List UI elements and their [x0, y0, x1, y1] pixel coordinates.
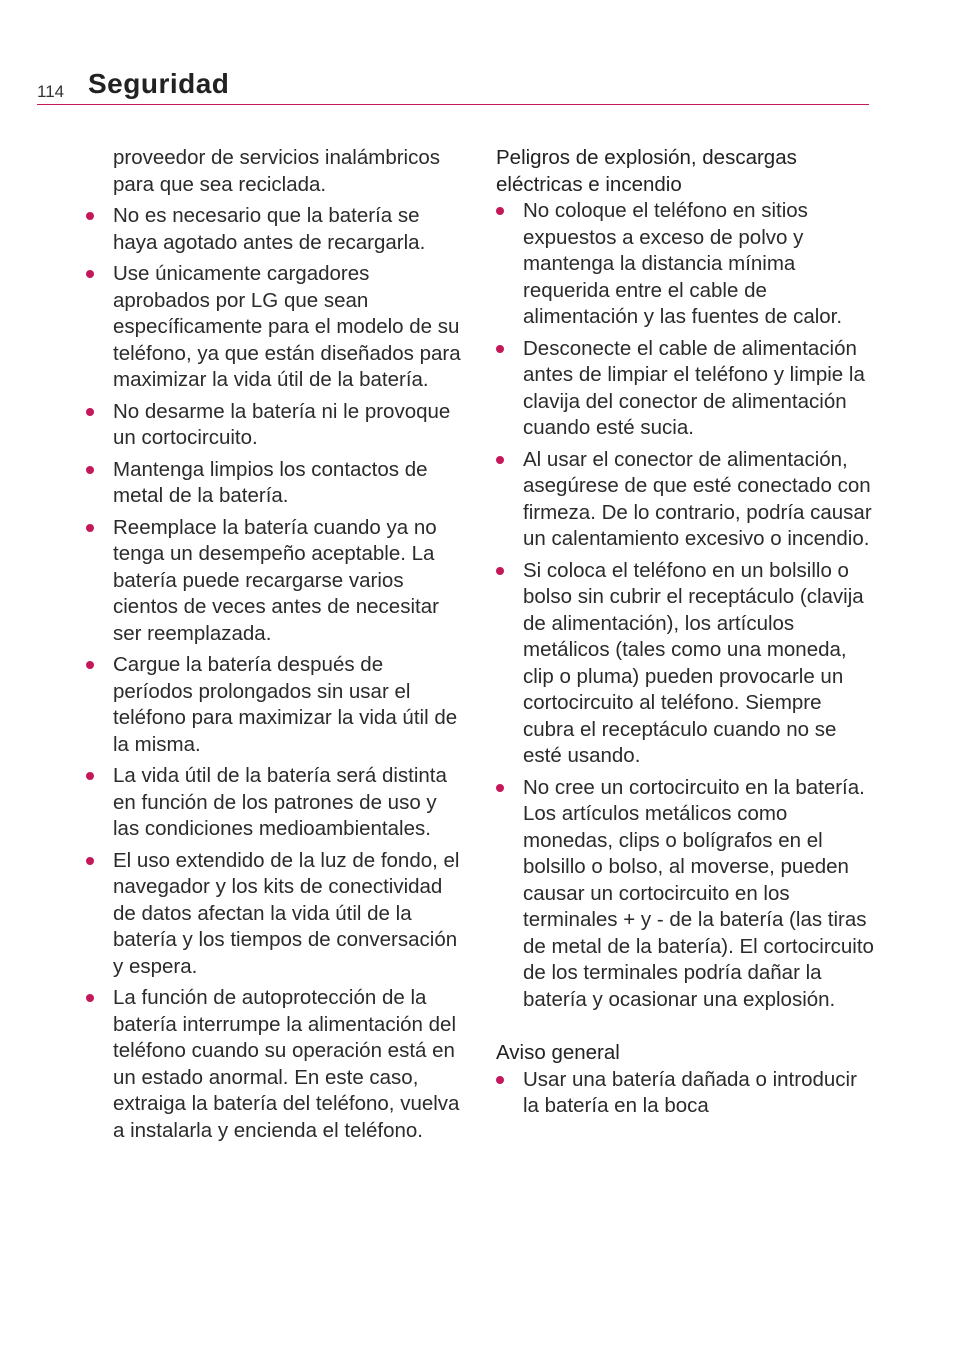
bullet-icon [86, 466, 94, 474]
list-item-text: Mantenga limpios los contactos de metal de la batería. [113, 457, 428, 507]
list-item-text: No cree un cortocircuito en la batería. Los artículos metálicos como monedas, clips o bolígrafos en el bolsillo o bolso, al moverse, pueden causar un cortocircuito en los terminales + y - de la batería (las tiras de metal de la batería). El cortocircuito de los terminales podría dañar la batería y ocasionar una explosión. [523, 775, 874, 1011]
section-heading-general: Aviso general [496, 1041, 620, 1064]
list-item [86, 261, 461, 394]
list-item [496, 447, 876, 553]
page-title: Seguridad [88, 68, 230, 99]
left-column [86, 145, 461, 1149]
bullet-icon [86, 772, 94, 780]
list-item [86, 515, 461, 648]
page-number: 114 [37, 82, 65, 101]
bullet-icon [86, 408, 94, 416]
list-item-text: Usar una batería dañada o introducir la batería en la boca [523, 1067, 857, 1117]
section-heading-explosion: Peligros de explosión, descargas eléctricas e incendio [496, 146, 797, 196]
bullet-icon [496, 567, 504, 575]
continued-paragraph: proveedor de servicios inalámbricos para que sea reciclada. [113, 146, 441, 196]
list-item-text: La vida útil de la batería será distinta en función de los patrones de uso y las condiciones medioambientales. [113, 764, 447, 840]
list-item [86, 457, 461, 510]
bullet-icon [86, 524, 94, 532]
bullet-icon [86, 857, 94, 865]
list-item [86, 652, 461, 758]
list-item-text: Al usar el conector de alimentación, asegúrese de que esté conectado con firmeza. De lo contrario, podría causar un calentamiento excesivo o incendio. [523, 447, 872, 550]
list-item [496, 558, 876, 770]
section-spacer [496, 1018, 876, 1040]
list-item-text: La función de autoprotección de la batería interrumpe la alimentación del teléfono cuando su operación está en un estado anormal. En este caso, extraiga la batería del teléfono, vuelva a instalarla y encienda el teléfono. [113, 986, 460, 1142]
bullet-icon [496, 456, 504, 464]
list-item-text: Use únicamente cargadores aprobados por LG que sean específicamente para el modelo de su teléfono, ya que están diseñados para maximizar la vida útil de la batería. [113, 262, 461, 391]
page-header [37, 66, 869, 105]
list-item-text: Cargue la batería después de períodos prolongados sin usar el teléfono para maximizar la vida útil de la misma. [113, 653, 458, 756]
list-item [496, 198, 876, 331]
bullet-icon [86, 994, 94, 1002]
bullet-list [496, 1067, 876, 1120]
bullet-icon [86, 270, 94, 278]
list-item-text: No es necesario que la batería se haya agotado antes de recargarla. [113, 204, 426, 254]
list-item [86, 763, 461, 843]
bullet-icon [496, 1076, 504, 1084]
list-item [86, 985, 461, 1144]
bullet-icon [496, 207, 504, 215]
list-item-text: No coloque el teléfono en sitios expuestos a exceso de polvo y mantenga la distancia mínima requerida entre el cable de alimentación y las fuentes de calor. [523, 199, 843, 328]
list-item-text: Reemplace la batería cuando ya no tenga un desempeño aceptable. La batería puede recargarse varios cientos de veces antes de necesitar ser reemplazada. [113, 515, 439, 645]
list-item [496, 775, 876, 1014]
list-item [86, 399, 461, 452]
bullet-list [496, 198, 876, 1013]
bullet-icon [496, 784, 504, 792]
right-column [496, 145, 876, 1125]
list-item [86, 848, 461, 981]
list-item-text: No desarme la batería ni le provoque un cortocircuito. [113, 399, 451, 449]
bullet-list [86, 203, 461, 1144]
list-item [86, 203, 461, 256]
list-item-text: El uso extendido de la luz de fondo, el navegador y los kits de conectividad de datos afectan la vida útil de la batería y los tiempos de conversación y espera. [113, 848, 460, 978]
bullet-icon [86, 661, 94, 669]
list-item-text: Desconecte el cable de alimentación antes de limpiar el teléfono y limpie la clavija del conector de alimentación cuando esté sucia. [523, 336, 865, 439]
list-item [496, 1067, 876, 1120]
bullet-icon [86, 212, 94, 220]
list-item [496, 336, 876, 442]
list-item-text: Si coloca el teléfono en un bolsillo o bolso sin cubrir el receptáculo (clavija de alimentación), los artículos metálicos (tales como una moneda, clip o pluma) pueden provocarle un cortocircuito al teléfono. Siempre cubra el receptáculo cuando no se esté usando. [523, 558, 864, 767]
bullet-icon [496, 345, 504, 353]
